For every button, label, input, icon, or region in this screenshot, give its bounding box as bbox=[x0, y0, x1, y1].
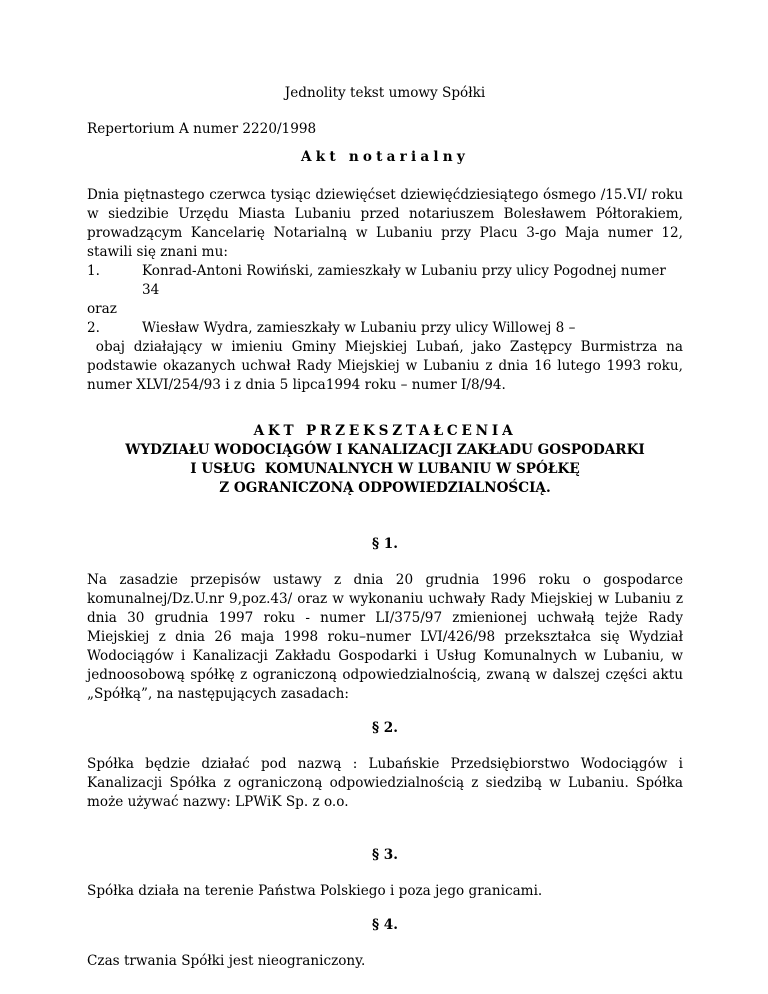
party-number: 1. bbox=[87, 263, 100, 279]
heading-line: AKT PRZEKSZTAŁCENIA bbox=[253, 423, 517, 439]
party-text: Konrad-Antoni Rowiński, zamieszkały w Lubaniu przy ulicy Pogodnej numer 34 bbox=[142, 263, 666, 298]
heading-line: Z OGRANICZONĄ ODPOWIEDZIALNOŚCIĄ. bbox=[219, 480, 551, 496]
heading-line: WYDZIAŁU WODOCIĄGÓW I KANALIZACJI ZAKŁADU GOSPODARKI bbox=[125, 442, 645, 458]
heading-line: I USŁUG KOMUNALNYCH W LUBANIU W SPÓŁKĘ bbox=[190, 461, 580, 477]
document-title: Jednolity tekst umowy Spółki bbox=[284, 85, 486, 101]
repertorium-line: Repertorium A numer 2220/1998 bbox=[87, 121, 317, 137]
section-text: Czas trwania Spółki jest nieograniczony. bbox=[87, 953, 366, 969]
section-title: § 3. bbox=[371, 847, 399, 863]
section-text: Spółka działa na terenie Państwa Polskiego i poza jego granicami. bbox=[87, 883, 543, 899]
intro-paragraph: Dnia piętnastego czerwca tysiąc dziewięćset dziewięćdziesiątego ósmego /15.VI/ roku w siedzibie Urzędu Miasta Lubaniu przed notariuszem Bolesławem Półtorakiem, prowadzącym Kancelarię Notarialną w Lubaniu przy Placu 3-go Maja numer 12, stawili się znani mu: bbox=[87, 187, 683, 260]
party-number: 2. bbox=[87, 320, 100, 336]
section-text: Na zasadzie przepisów ustawy z dnia 20 grudnia 1996 roku o gospodarce komunalnej/Dz.U.nr 9,poz.43/ oraz w wykonaniu uchwały Rady Miejskiej w Lubaniu z dnia 30 grudnia 1997 roku - numer LI/375/97 zmienionej uchwałą tejże Rady Miejskiej z dnia 26 maja 1998 roku–numer LVI/426/98 przekształca się Wydział Wodociągów i Kanalizacji Zakładu Gospodarki i Usług Komunalnych w Lubaniu, w jednoosobową spółkę z ograniczoną odpowiedzialnością, zwaną w dalszej części aktu „Spółką”, na następujących zasadach: bbox=[87, 572, 683, 702]
section-title: § 1. bbox=[371, 536, 399, 552]
conversion-heading bbox=[87, 422, 683, 498]
acting-paragraph: obaj działający w imieniu Gminy Miejskiej Lubań, jako Zastępcy Burmistrza na podstawie okazanych uchwał Rady Miejskiej w Lubaniu z dnia 16 lutego 1993 roku, numer XLVI/254/93 i z dnia 5 lipca1994 roku – numer I/8/94. bbox=[87, 339, 688, 393]
section-title: § 4. bbox=[371, 917, 399, 933]
party-text: Wiesław Wydra, zamieszkały w Lubaniu przy ulicy Willowej 8 – bbox=[142, 320, 576, 336]
oraz-text: oraz bbox=[87, 301, 117, 317]
section-title: § 2. bbox=[371, 720, 399, 736]
section-text: Spółka będzie działać pod nazwą : Lubańskie Przedsiębiorstwo Wodociągów i Kanalizacji Spółka z ograniczoną odpowiedzialnością z siedzibą w Lubaniu. Spółka może używać nazwy: LPWiK Sp. z o.o. bbox=[87, 756, 683, 810]
party-item bbox=[87, 319, 683, 338]
akt-notarialny-heading: Akt notarialny bbox=[301, 149, 469, 165]
party-item bbox=[87, 262, 683, 300]
